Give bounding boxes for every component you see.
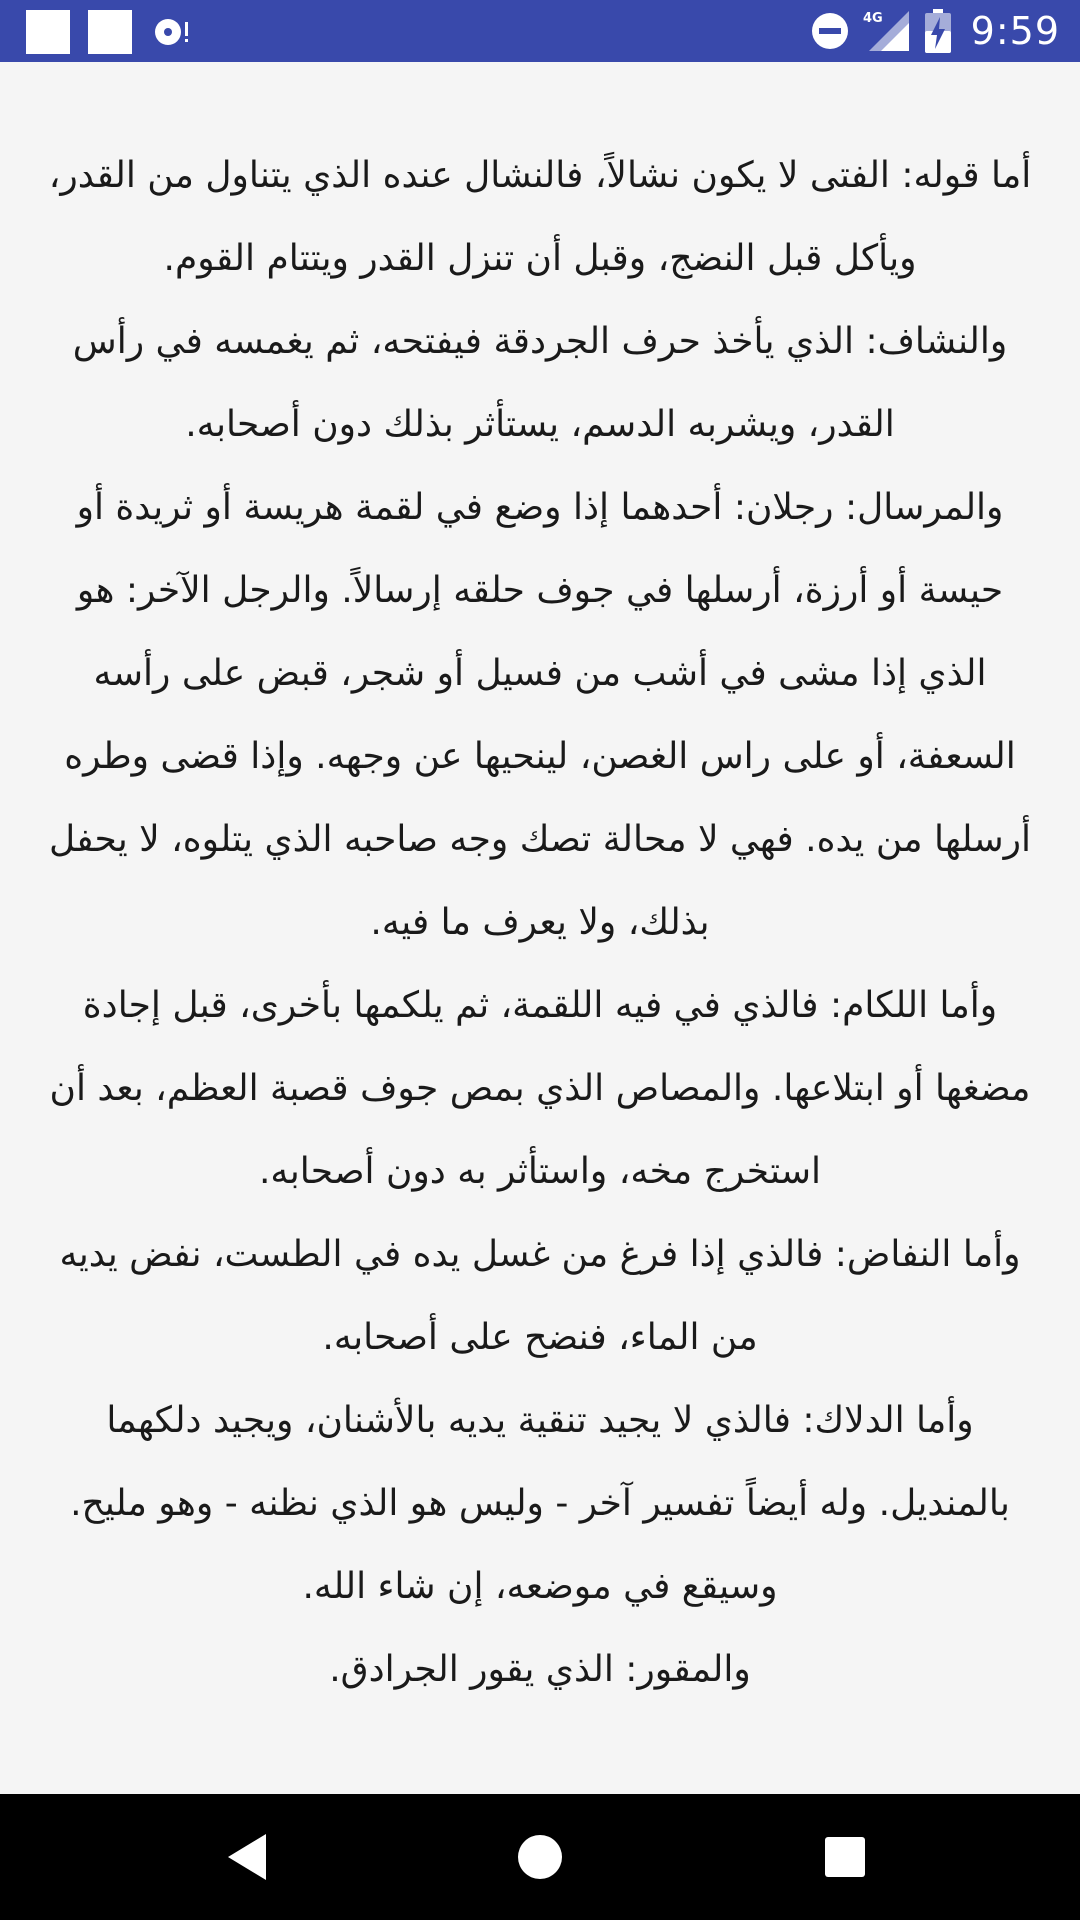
media-notification-icon [152, 14, 192, 50]
paragraph: وأما الدلاك: فالذي لا يجيد تنقية يديه بالأشنان، ويجيد دلكهما بالمنديل. وله أيضاً تفسير آخر - وليس هو الذي نظنه - وهو مليح. وسيقع في موضعه، إن شاء الله. [70, 1400, 1010, 1607]
paragraph: والنشاف: الذي يأخذ حرف الجردقة فيفتحه، ثم يغمسه في رأس القدر، ويشربه الدسم، يستأثر بذلك دون أصحابه. [72, 321, 1008, 445]
do-not-disturb-icon [811, 12, 849, 50]
paragraph: أما قوله: الفتى لا يكون نشالاً، فالنشال عنده الذي يتناول من القدر، ويأكل قبل النضج، وقبل أن تنزل القدر ويتتام القوم. [48, 155, 1032, 279]
article-content[interactable] [0, 62, 1080, 1794]
battery-charging-icon [925, 9, 951, 53]
notification-square-icon [88, 10, 132, 54]
paragraph: وأما اللكام: فالذي في فيه اللقمة، ثم يلكمها بأخرى، قبل إجادة مضغها أو ابتلاعها. والمصاص الذي بمص جوف قصبة العظم، بعد أن استخرج مخه، واستأثر به دون أصحابه. [49, 985, 1031, 1192]
recents-icon[interactable] [810, 1822, 880, 1892]
notification-square-icon [26, 10, 70, 54]
paragraph: والمرسال: رجلان: أحدهما إذا وضع في لقمة هريسة أو ثريدة أو حيسة أو أرزة، أرسلها في جوف حلقه إرسالاً. والرجل الآخر: هو الذي إذا مشى في أشب من فسيل أو شجر، قبض على رأسه السعفة، أو على راس الغصن، لينحيها عن وجهه. وإذا قضى وطره أرسلها من يده. فهي لا محالة تصك وجه صاحبه الذي يتلوه، لا يحفل بذلك، ولا يعرف ما فيه. [48, 487, 1032, 943]
clock: 9:59 [970, 9, 1060, 53]
paragraph: والمقور: الذي يقور الجرادق. [329, 1649, 751, 1690]
article-text [40, 134, 1040, 1711]
navigation-bar [0, 1794, 1080, 1920]
status-right-group [811, 0, 1060, 62]
status-bar [0, 0, 1080, 62]
network-type-label: 4G [862, 11, 883, 26]
paragraph: وأما النفاض: فالذي إذا فرغ من غسل يده في الطست، نفض يديه من الماء، فنضح على أصحابه. [59, 1234, 1021, 1358]
back-icon[interactable] [214, 1822, 284, 1892]
home-icon[interactable] [505, 1822, 575, 1892]
signal-4g-icon [863, 9, 911, 53]
